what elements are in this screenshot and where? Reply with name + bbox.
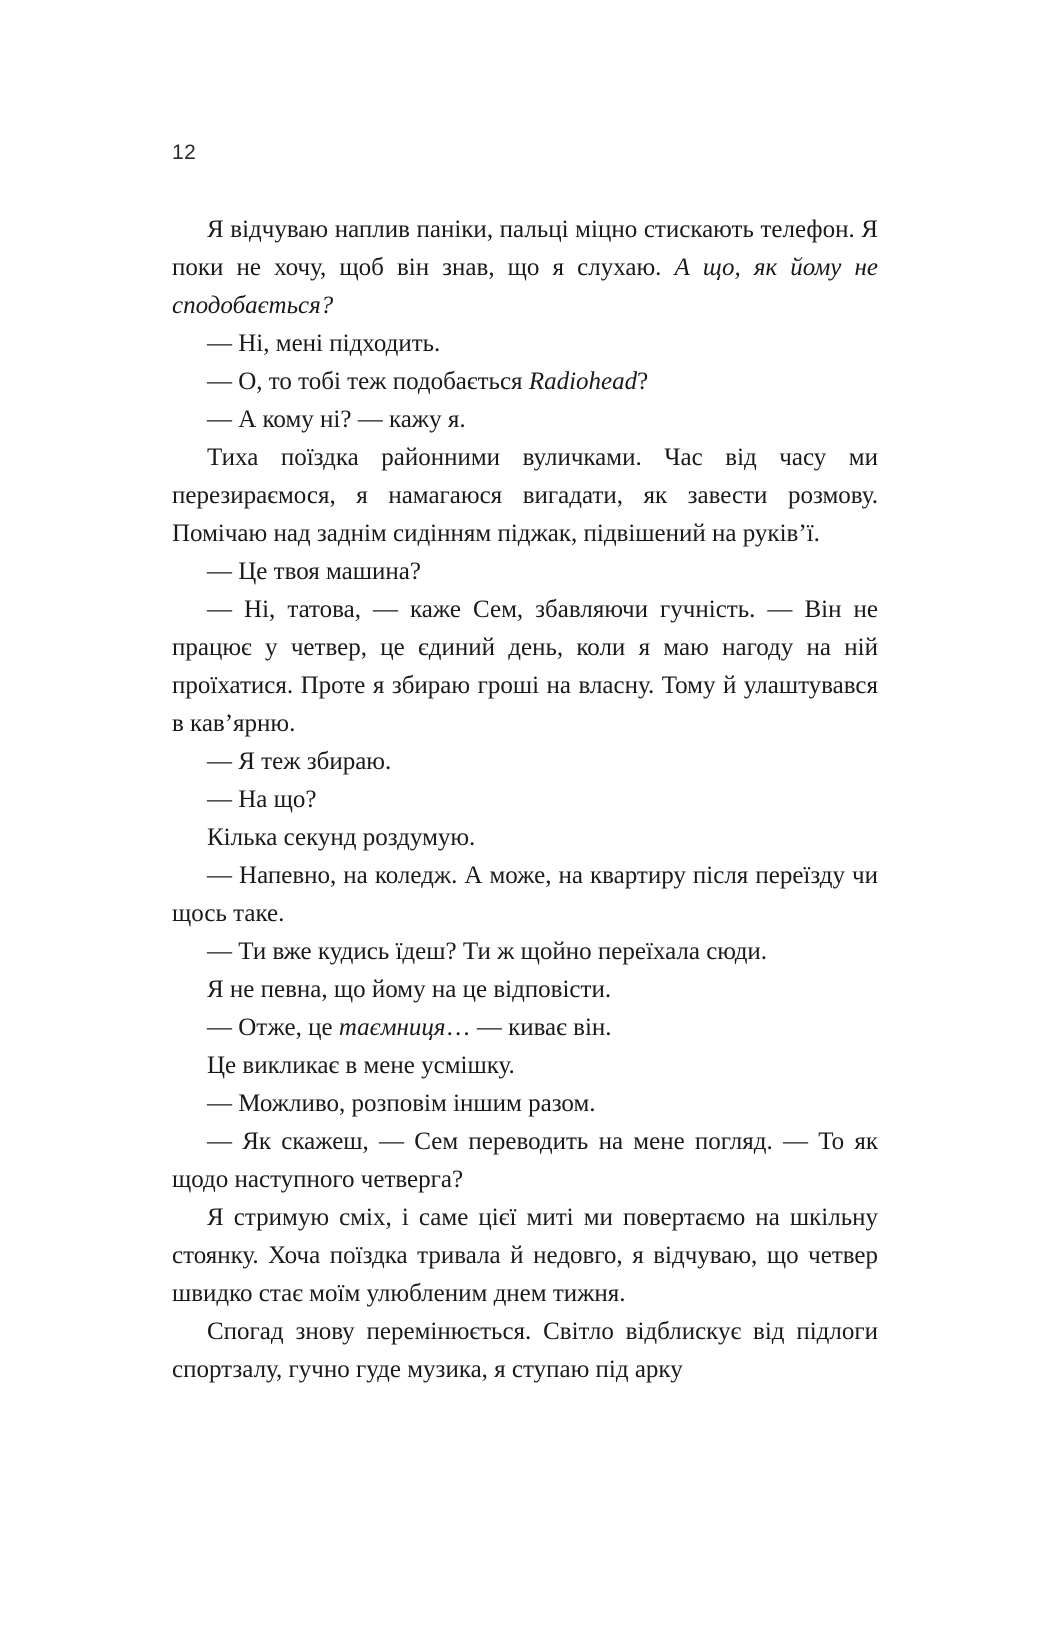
paragraph-16 [172, 1085, 878, 1123]
text-run: — Напевно, на коледж. А може, на квартиру після переїзду чи щось таке. [172, 862, 878, 927]
paragraph-13 [172, 971, 878, 1009]
paragraph-5 [172, 439, 878, 553]
text-run: Тиха поїздка районними вуличками. Час від часу ми перезираємося, я намагаюся вигадати, як завести розмову. Помічаю над заднім сидінням піджак, підвішений на руків’ї. [172, 444, 878, 547]
paragraph-7 [172, 591, 878, 743]
text-run: Я стримую сміх, і саме цієї миті ми повертаємо на шкільну стоянку. Хоча поїздка тривала й недовго, я відчуваю, що четвер швидко стає моїм улюбленим днем тижня. [172, 1204, 878, 1307]
paragraph-15 [172, 1047, 878, 1085]
paragraph-9 [172, 781, 878, 819]
text-run: — Як скажеш, — Сем переводить на мене погляд. — То як щодо наступного четверга? [172, 1128, 878, 1193]
paragraph-10 [172, 819, 878, 857]
paragraph-4 [172, 401, 878, 439]
text-run: — Це твоя машина? [207, 558, 421, 585]
text-run: — Ні, мені підходить. [207, 330, 441, 357]
paragraph-14 [172, 1009, 878, 1047]
paragraph-17 [172, 1123, 878, 1199]
italic-run: А що, як йому не сподобається? [172, 254, 878, 319]
paragraph-8 [172, 743, 878, 781]
page-number: 12 [172, 141, 197, 164]
text-run: — Можливо, розповім іншим разом. [207, 1090, 596, 1117]
text-run: Кілька секунд роздумую. [207, 824, 476, 851]
text-block [172, 211, 878, 1389]
paragraph-11 [172, 857, 878, 933]
paragraph-6 [172, 553, 878, 591]
paragraph-2 [172, 325, 878, 363]
text-run: — Ти вже кудись їдеш? Ти ж щойно переїхала сюди. [207, 938, 768, 965]
paragraph-19 [172, 1313, 878, 1389]
paragraph-18 [172, 1199, 878, 1313]
text-run: Я відчуваю наплив паніки, пальці міцно стискають телефон. Я поки не хочу, щоб він знав, що я слухаю. [172, 216, 878, 281]
text-run: — А кому ні? — кажу я. [207, 406, 466, 433]
paragraph-1 [172, 211, 878, 325]
text-run: — На що? [207, 786, 317, 813]
italic-run: таємниця [338, 1014, 446, 1041]
text-run: — Отже, це [207, 1014, 339, 1041]
paragraph-12 [172, 933, 878, 971]
paragraph-3 [172, 363, 878, 401]
text-run: — Я теж збираю. [207, 748, 392, 775]
text-run: Це викликає в мене усмішку. [207, 1052, 515, 1079]
text-run: — Ні, татова, — каже Сем, збавляючи гучність. — Він не працює у четвер, це єдиний день, коли я маю нагоду на ній проїхатися. Проте я збираю гроші на власну. Тому й улаштувався в кав’ярню. [172, 596, 878, 737]
text-run: — О, то тобі теж подобається [207, 368, 529, 395]
text-run: ? [637, 368, 649, 395]
text-run: Спогад знову перемінюється. Світло відблискує від підлоги спортзалу, гучно гуде музика, я ступаю під арку [172, 1318, 878, 1383]
text-run: Я не певна, що йому на це відповісти. [207, 976, 612, 1003]
text-run: … — киває він. [445, 1014, 612, 1041]
italic-run: Radiohead [528, 368, 638, 395]
